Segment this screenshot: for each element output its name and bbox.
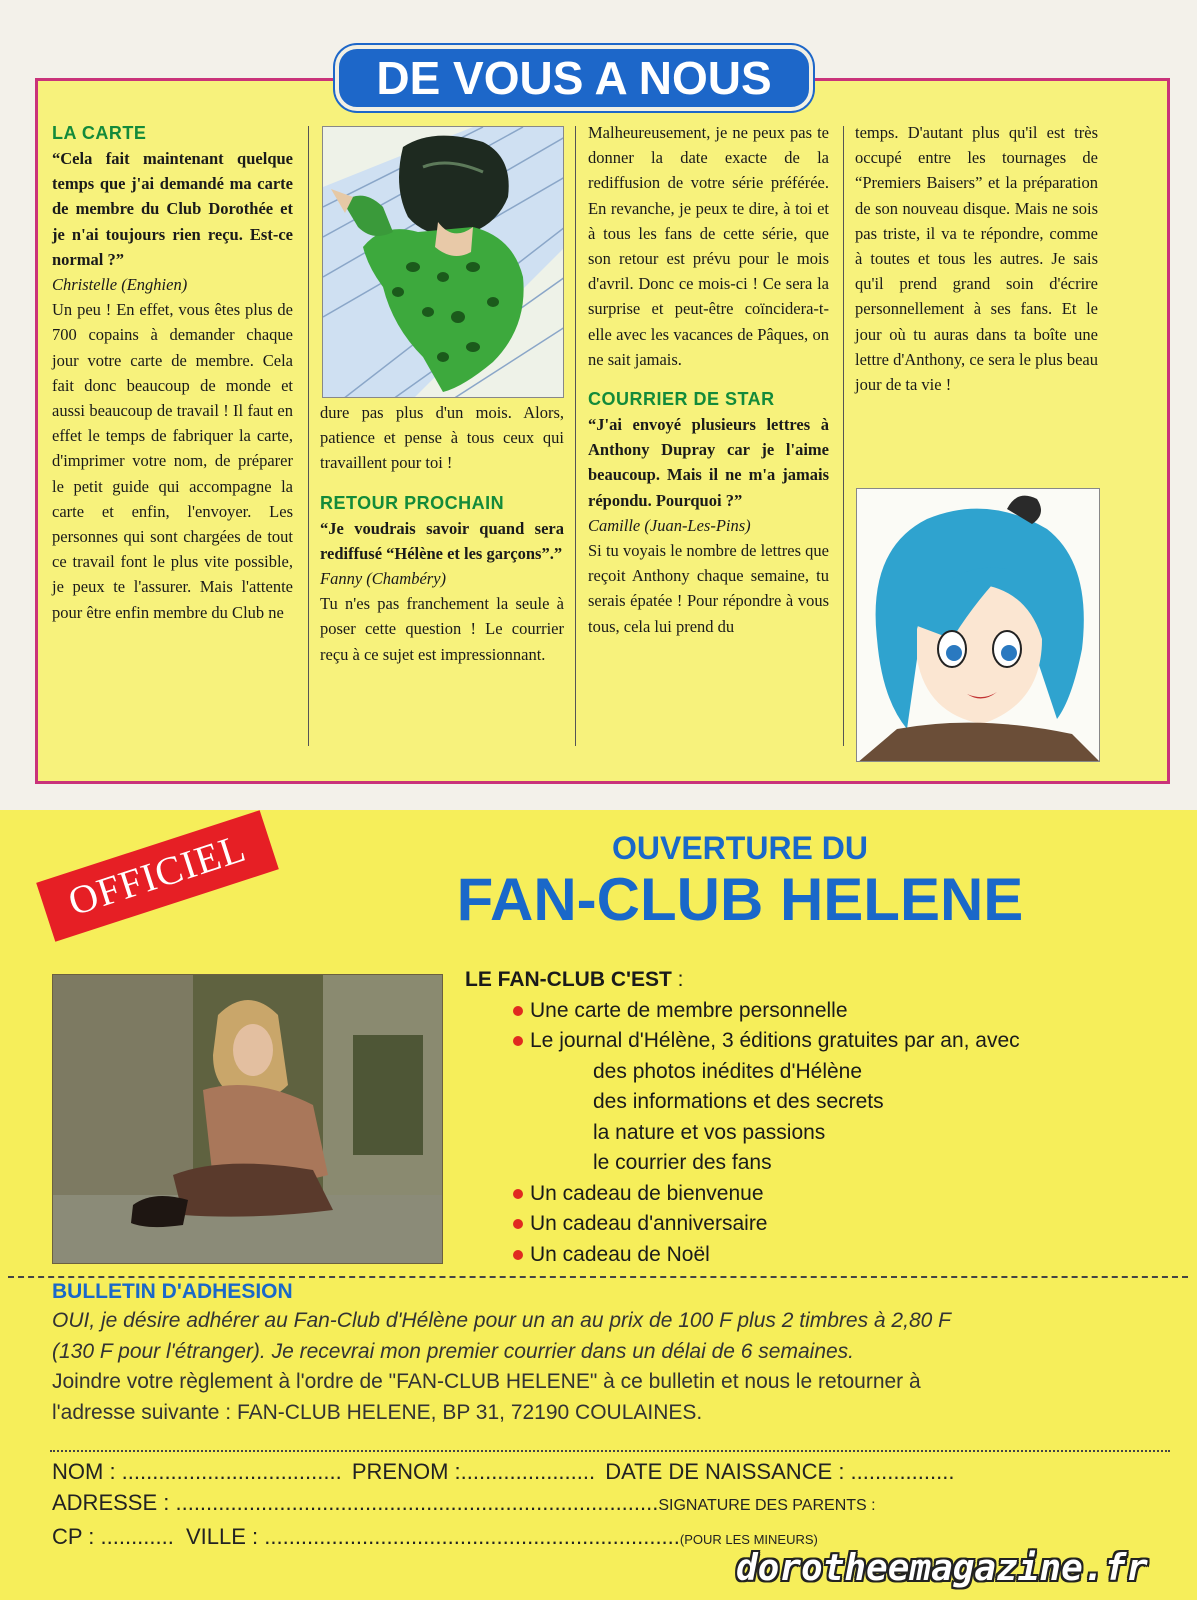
column-divider [308, 126, 309, 746]
cell-fan-drawing [322, 126, 564, 398]
bulletin-text: OUI, je désire adhérer au Fan-Club d'Hélène pour un an au prix de 100 F plus 2 timbres à 2,80 F [52, 1309, 951, 1332]
column-3 [588, 120, 829, 639]
journal-item: le courrier des fans [593, 1151, 772, 1174]
column-4 [855, 120, 1098, 397]
ville-field[interactable]: VILLE : .................................................................... [185, 1524, 680, 1549]
column-1 [52, 120, 293, 625]
helene-photo [52, 974, 443, 1264]
bullet-icon [513, 1006, 523, 1016]
ad-subtitle: OUVERTURE DU [611, 830, 868, 866]
heading-retour-prochain: RETOUR PROCHAIN [320, 492, 505, 513]
feature-item: Un cadeau de bienvenue [513, 1179, 1165, 1210]
letter-question: “Je voudrais savoir quand sera rediffusé “Hélène et les garçons”.” [320, 518, 564, 563]
features-colon: : [671, 968, 684, 991]
column-2 [320, 400, 564, 667]
feature-item: Une carte de membre personnelle [513, 996, 1165, 1027]
fan-club-features [465, 965, 1165, 1270]
section-title-banner: DE VOUS A NOUS [335, 45, 813, 111]
officiel-stamp: OFFICIEL [36, 810, 279, 942]
letter-answer-continued: Malheureusement, je ne peux pas te donner la date exacte de la rediffusion de votre série préférée. En revanche, je peux te dire, à toi et à tous les fans de cette série, que son retour est prévu pour le mois d'avril. Donc ce mois-ci ! Ce sera la surprise et peut-être coïncidera-t-elle avec les vacances de Pâques, on ne sait jamais. [588, 123, 829, 369]
column-divider [843, 126, 844, 746]
site-watermark: dorotheemagazine.fr [736, 1548, 1148, 1589]
feature-item: Un cadeau de Noël [513, 1240, 1165, 1271]
letter-answer-continued: temps. D'autant plus qu'il est très occupé entre les tournages de “Premiers Baisers” et la préparation de son nouveau disque. Mais ne sois pas triste, il va te répondre, comme à toutes et tous les autres. Je sais qu'il prend grand soin d'écrire personnellement à ses fans. Et le jour où tu auras dans ta boîte une lettre d'Anthony, ce sera le plus beau jour de ta vie ! [855, 123, 1098, 395]
features-title: LE FAN-CLUB C'EST [465, 968, 672, 991]
bullet-icon [513, 1250, 523, 1260]
form-top-line [50, 1450, 1170, 1452]
letter-answer: Un peu ! En effet, vous êtes plus de 700 copains à demander chaque jour votre carte de membre. Cela fait donc beaucoup de monde et aussi beaucoup de travail ! Il faut en effet le temps de fabriquer la carte, d'imprimer votre nom, de préparer le petit guide qui accompagne la carte et enfin, l'envoyer. Les personnes qui sont chargées de tout ce travail font le plus vite possible, je peux te l'assurer. Mais l'attente pour être enfin membre du Club ne [52, 300, 293, 622]
bulletin-text: l'adresse suivante : FAN-CLUB HELENE, BP 31, 72190 COULAINES. [52, 1400, 703, 1424]
mineurs-note: (POUR LES MINEURS) [679, 1532, 818, 1547]
membership-form [52, 1456, 1172, 1555]
letter-question: “J'ai envoyé plusieurs lettres à Anthony Dupray car je l'aime beaucoup. Mais il ne m'a jamais répondu. Pourquoi ?” [588, 415, 829, 510]
bulletin-title: BULLETIN D'ADHESION [52, 1280, 293, 1303]
letter-author: Christelle (Enghien) [52, 275, 188, 295]
feature-item: Un cadeau d'anniversaire [513, 1209, 1165, 1240]
heading-la-carte: LA CARTE [52, 123, 147, 143]
letter-answer-continued: dure pas plus d'un mois. Alors, patience et pense à tous ceux qui travaillent pour toi ! [320, 403, 564, 473]
bullet-icon [513, 1219, 523, 1229]
journal-item: des photos inédites d'Hélène [593, 1059, 863, 1083]
letter-answer: Tu n'es pas franchement la seule à poser cette question ! Le courrier reçu à ce sujet est impressionnant. [320, 594, 564, 664]
cp-field[interactable]: CP : ............ [52, 1524, 174, 1549]
bullet-icon [513, 1189, 523, 1199]
journal-item: des informations et des secrets [593, 1090, 884, 1113]
bullet-icon [513, 1036, 523, 1046]
feature-item: Le journal d'Hélène, 3 éditions gratuites par an, avec [513, 1026, 1165, 1057]
journal-item: la nature et vos passions [593, 1120, 826, 1144]
date-naissance-field[interactable]: DATE DE NAISSANCE : ................. [605, 1459, 955, 1484]
prenom-field[interactable]: PRENOM :...................... [351, 1459, 596, 1484]
signature-label: SIGNATURE DES PARENTS : [658, 1497, 876, 1514]
ad-title: FAN-CLUB HELENE [456, 866, 1024, 933]
column-divider [575, 126, 576, 746]
nom-field[interactable]: NOM : .................................... [52, 1459, 342, 1484]
letter-author: Camille (Juan-Les-Pins) [588, 515, 751, 535]
letter-author: Fanny (Chambéry) [320, 569, 447, 589]
membership-bulletin [52, 1278, 1162, 1428]
letter-question: “Cela fait maintenant quelque temps que j'ai demandé ma carte de membre du Club Dorothée et je n'ai toujours rien reçu. Est-ce normal ?” [52, 149, 293, 269]
heading-courrier-de-star: COURRIER DE STAR [588, 389, 775, 410]
features-list [513, 996, 1165, 1271]
bulletin-text: (130 F pour l'étranger). Je recevrai mon premier courrier dans un délai de 6 semaines. [52, 1339, 855, 1363]
adresse-field[interactable]: ADRESSE : ............................................................................... [52, 1490, 659, 1515]
letter-answer: Si tu voyais le nombre de lettres que reçoit Anthony chaque semaine, tu serais épatée ! Pour répondre à vous tous, cela lui prend du [588, 541, 829, 636]
bulma-fan-drawing [856, 488, 1100, 762]
bulletin-text: Joindre votre règlement à l'ordre de "FAN-CLUB HELENE" à ce bulletin et nous le retourner à [52, 1370, 921, 1393]
